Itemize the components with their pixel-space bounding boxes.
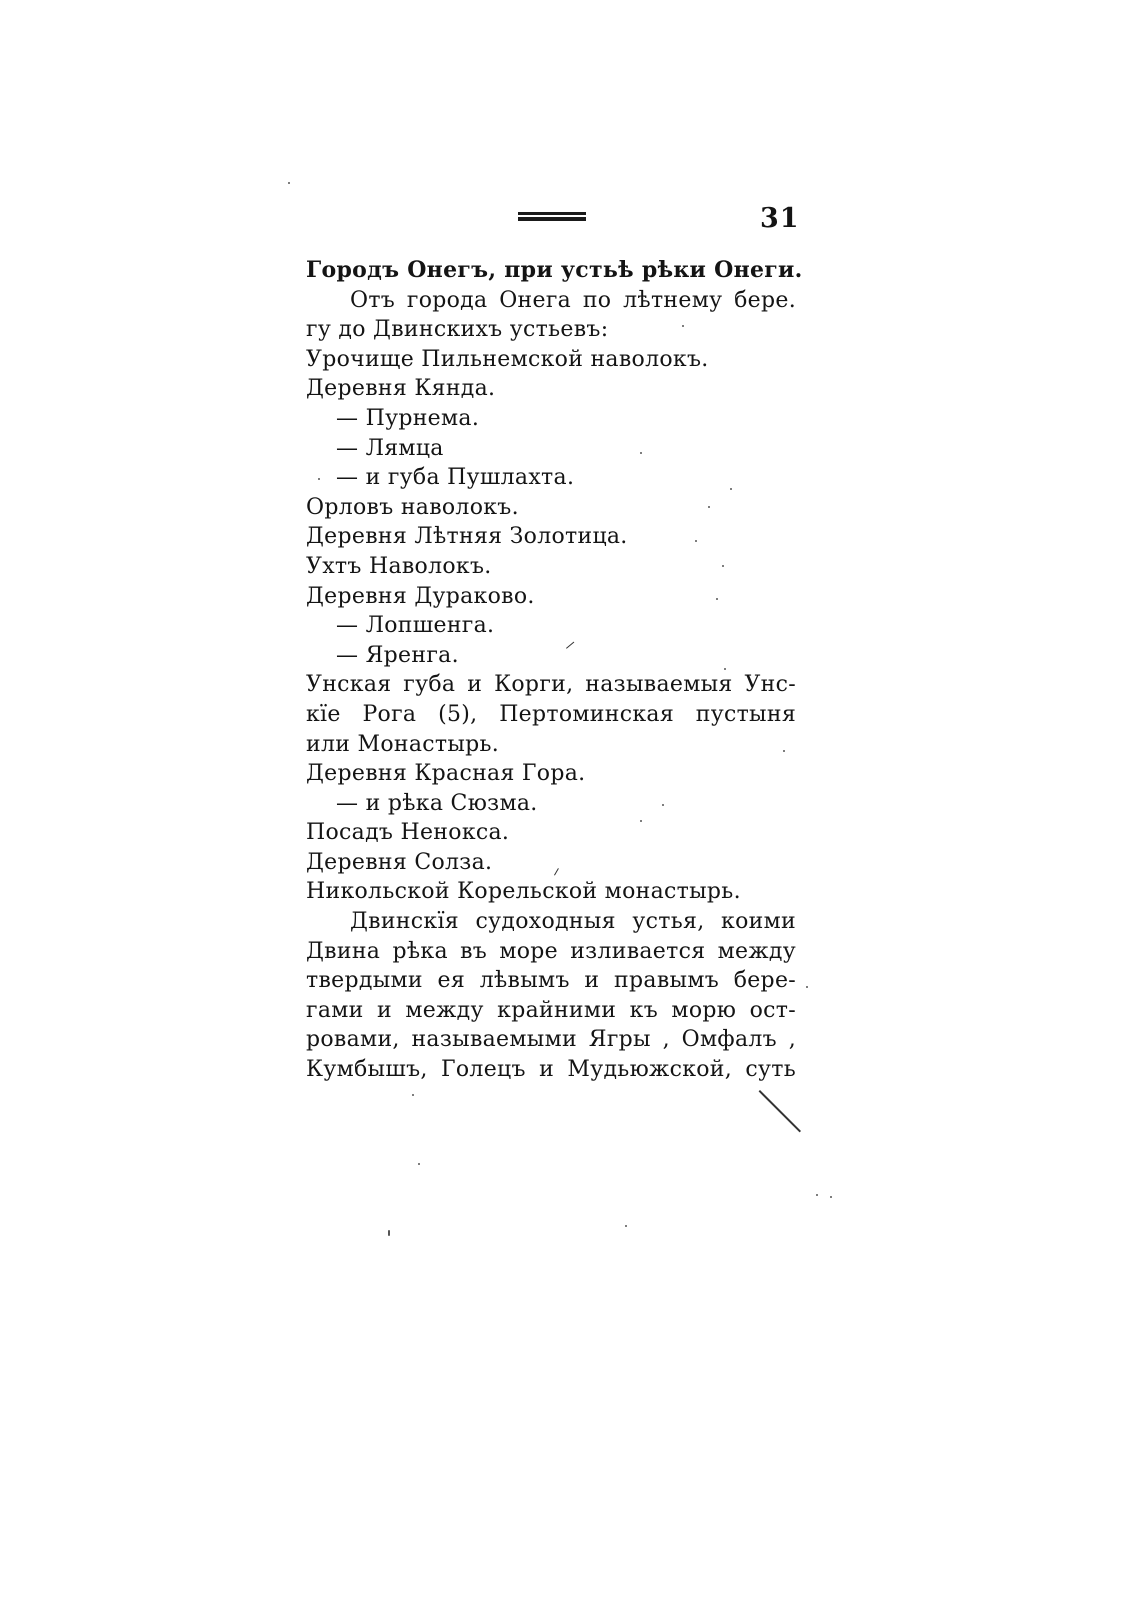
scan-speck [318, 478, 320, 480]
text-line: Унская губа и Корги, называемыя Унс- [306, 672, 796, 698]
scan-speck [682, 325, 684, 327]
page-number: 31 [760, 203, 800, 234]
scan-speck [640, 820, 642, 822]
text-line: Орловъ наволокъ. [306, 494, 519, 520]
scan-speck [722, 565, 724, 567]
scan-speck [724, 668, 726, 670]
text-line: Посадъ Ненокса. [306, 820, 510, 846]
text-line: — и рѣка Сюзма. [336, 790, 538, 816]
scan-speck [830, 1196, 832, 1198]
text-line: Двинскїя судоходныя устья, коими [350, 909, 796, 935]
text-line: Урочище Пильнемской наволокъ. [306, 346, 709, 372]
scan-speck [388, 1230, 390, 1236]
scan-speck [716, 598, 718, 600]
scan-speck [418, 1163, 420, 1165]
text-line: или Монастырь. [306, 731, 500, 757]
text-line: Деревня Красная Гора. [306, 761, 586, 787]
scan-scratch [759, 1090, 801, 1132]
text-line: — и губа Пушлахта. [336, 465, 575, 491]
scan-speck [816, 1194, 818, 1196]
scan-speck [640, 452, 642, 454]
scan-speck [412, 1094, 414, 1096]
scan-speck [708, 506, 710, 508]
text-line: — Пурнема. [336, 405, 480, 431]
body-text [306, 256, 803, 1085]
text-line: Отъ города Онега по лѣтнему берe. [350, 287, 796, 313]
text-line: кїе Рога (5), Пертоминская пустыня [306, 701, 796, 727]
text-line: Городъ Онегъ, при устьѣ рѣки Онеги. [306, 257, 803, 283]
text-line: Деревня Солза. [306, 849, 493, 875]
text-line: — Лопшенга. [336, 613, 495, 639]
text-line: Кумбышъ, Голецъ и Мудьюжской, суть [306, 1057, 796, 1083]
text-line: Ухтъ Наволокъ. [306, 553, 492, 579]
scan-speck [695, 540, 697, 542]
text-line: Деревня Дураково. [306, 583, 535, 609]
text-line: Никольской Корельской монастырь. [306, 879, 741, 905]
header-rule-top-bar [518, 212, 586, 215]
header-rule-bottom-bar [518, 217, 586, 221]
scan-speck [783, 750, 785, 752]
text-line: Деревня Кянда. [306, 376, 496, 402]
header-ornament-rule [518, 212, 586, 224]
scan-speck [288, 182, 290, 184]
text-line: гу до Двинскихъ устьевъ: [306, 317, 609, 343]
text-line: гами и между крайними къ морю ост- [306, 997, 796, 1023]
text-line: — Лямца [336, 435, 444, 461]
scan-speck [625, 1225, 627, 1227]
text-line: Двина рѣка въ море изливается между [306, 938, 796, 964]
text-line: твердыми ея лѣвымъ и правымъ бере- [306, 968, 796, 994]
scan-speck [662, 804, 664, 806]
text-line: Деревня Лѣтняя Золотица. [306, 524, 628, 550]
scan-speck [806, 986, 808, 988]
text-line: ровами, называемыми Ягры , Омфалъ , [306, 1027, 796, 1053]
scan-speck [730, 488, 732, 490]
text-line: — Яренга. [336, 642, 459, 668]
